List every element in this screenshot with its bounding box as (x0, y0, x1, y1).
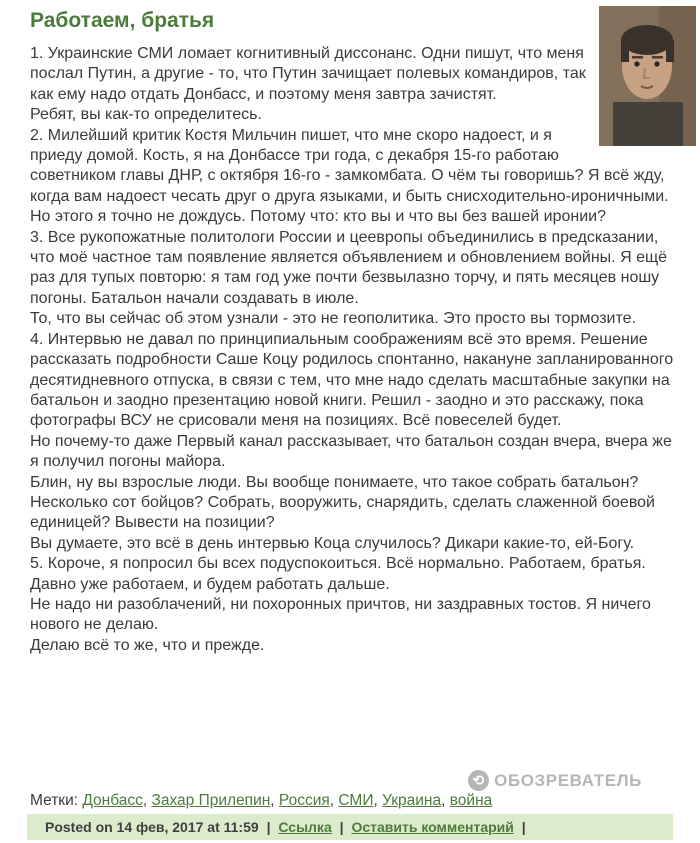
separator: | (266, 819, 271, 835)
permalink-link[interactable]: Ссылка (278, 819, 332, 835)
tag-link[interactable]: СМИ (338, 792, 374, 809)
post-paragraph: Но почему-то даже Первый канал рассказывает, что батальон создан вчера, вчера же я получил погоны майора. (30, 432, 672, 471)
post-paragraph: Делаю всё то же, что и прежде. (30, 636, 265, 654)
post-paragraph: То, что вы сейчас об этом узнали - это не геополитика. Это просто вы тормозите. (30, 310, 636, 328)
obozrevatel-watermark-text: ОБОЗРЕВАТЕЛЬ (494, 770, 642, 790)
post-paragraph: 3. Все рукопожатные политологи России и цеевропы объединились в предсказании, что моё частное там появление является объявлением и обновлением войны. Я ещё раз для тупых повторю: я там год уже почти безвылазно торчу, и пять месяцев ношу погоны. Батальон начали создавать в июле. (30, 228, 668, 307)
post-paragraph: Ребят, вы как-то определитесь. (30, 106, 262, 124)
circular-arrows-icon: ⟲ (468, 770, 489, 791)
post-paragraph: Блин, ну вы взрослые люди. Вы вообще понимаете, что такое собрать батальон? Несколько сот бойцов? Собрать, вооружить, снарядить, сделать слаженной боевой единицей? Вывести на позиции? (30, 473, 655, 532)
post-paragraph: 4. Интервью не давал по принципиальным соображениям всё это время. Решение рассказать подробности Саше Коцу родилось спонтанно, накануне запланированного десятидневного отпуска, в связи с тем, что мне надо сделать масштабные закупки на батальон и заодно презентацию новой книги. Решил - заодно и это расскажу, пока фотографы ВСУ не срисовали меня на позициях. Всё повеселей будет. (30, 330, 674, 430)
tags-label: Метки: (30, 792, 79, 809)
author-photo (599, 6, 696, 146)
post-paragraph: Вы думаете, это всё в день интервью Коца случилось? Дикари какие-то, ей-Богу. (30, 534, 635, 552)
tag-comma: , (329, 792, 335, 809)
leave-comment-link[interactable]: Оставить комментарий (351, 819, 514, 835)
tag-link[interactable]: война (449, 792, 493, 809)
post-footer (27, 814, 673, 840)
post-paragraph: 5. Короче, я попросил бы всех подуспокоиться. Всё нормально. Работаем, братья. (30, 555, 646, 573)
tag-comma: , (373, 792, 378, 809)
obozrevatel-watermark (468, 770, 642, 791)
tag-link[interactable]: Украина (382, 792, 442, 809)
posted-date: Posted on 14 фев, 2017 at 11:59 (45, 819, 259, 835)
tag-comma: , (142, 792, 148, 809)
post-paragraph: 2. Милейший критик Костя Мильчин пишет, что мне скоро надоест, и я приеду домой. Кость, я на Донбассе три года, с декабря 15-го работаю советником главы ДНР, с октября 16-го - замкомбата. О чём ты говоришь? Я всё жду, когда вам надоест чесать друг о друга языками, и быть снисходительно-ироничными. Но этого я точно не дождусь. Потому что: кто вы и что вы без вашей иронии? (30, 126, 669, 226)
tag-link[interactable]: Донбасс (82, 792, 143, 809)
post-paragraph: Не надо ни разоблачений, ни похоронных причтов, ни заздравных тостов. Я ничего нового не делаю. (30, 595, 651, 634)
separator: | (339, 819, 344, 835)
tag-comma: , (270, 792, 275, 809)
post-body (30, 44, 674, 656)
post-paragraph: Давно уже работаем, и будем работать дальше. (30, 575, 390, 593)
author-photo-placeholder (599, 6, 696, 146)
tag-link[interactable]: Россия (278, 792, 330, 809)
post-title: Работаем, братья (30, 9, 215, 32)
tag-link[interactable]: Захар Прилепин (151, 792, 271, 809)
tags-row (30, 792, 492, 810)
tags-list (82, 792, 492, 809)
post-paragraph: 1. Украинские СМИ ломает когнитивный диссонанс. Одни пишут, что меня послал Путин, а другие - то, что Путин зачищает полевых командиров, так как ему надо отдать Донбасс, и поэтому меня завтра зачистят. (30, 45, 586, 103)
separator: | (521, 819, 526, 835)
tag-comma: , (441, 792, 446, 809)
